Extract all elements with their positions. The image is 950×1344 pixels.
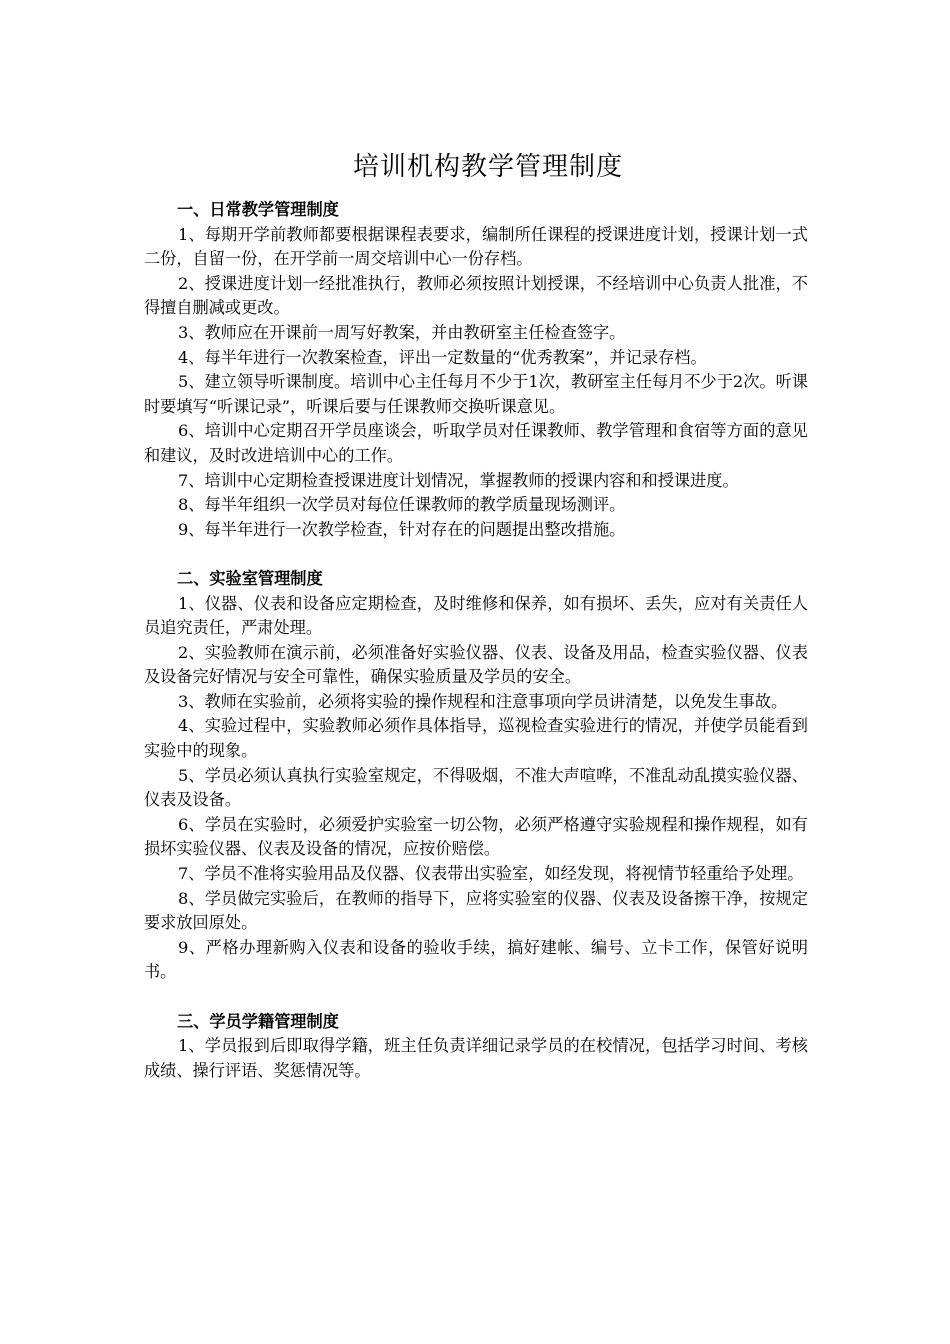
paragraph: 4、每半年进行一次教案检查，评出一定数量的“优秀教案”，并记录存档。: [178, 347, 707, 367]
document-title: 培训机构教学管理制度: [352, 152, 623, 183]
paragraph: 8、学员做完实验后，在教师的指导下，应将实验室的仪器、仪表及设备擦干净，按规定要求放回原处。: [144, 888, 808, 933]
section-heading: 一、日常教学管理制度: [177, 200, 339, 219]
section-heading: 三、学员学籍管理制度: [177, 1011, 339, 1031]
paragraph: 4、实验过程中，实验教师必须作具体指导，巡视检查实验进行的情况，并使学员能看到实验中的现象。: [144, 716, 808, 761]
paragraph: 6、学员在实验时，必须爱护实验室一切公物，必须严格遵守实验规程和操作规程，如有损坏实验仪器、仪表及设备的情况，应按价赔偿。: [144, 814, 808, 859]
paragraph: 1、每期开学前教师都要根据课程表要求，编制所任课程的授课进度计划，授课计划一式二份，自留一份，在开学前一周交培训中心一份存档。: [144, 224, 808, 269]
paragraph: 5、学员必须认真执行实验室规定，不得吸烟，不准大声喧哗，不准乱动乱摸实验仪器、仪表及设备。: [144, 765, 808, 810]
section-daily-teaching: [144, 198, 808, 542]
paragraph: 9、严格办理新购入仪表和设备的验收手续，搞好建帐、编号、立卡工作，保管好说明书。: [144, 937, 808, 982]
paragraph: 3、教师应在开课前一周写好教案，并由教研室主任检查签字。: [178, 322, 626, 342]
paragraph: 6、培训中心定期召开学员座谈会，听取学员对任课教师、教学管理和食宿等方面的意见和建议，及时改进培训中心的工作。: [144, 421, 808, 465]
paragraph: 7、培训中心定期检查授课进度计划情况，掌握教师的授课内容和和授课进度。: [178, 470, 739, 490]
section-heading: 二、实验室管理制度: [177, 568, 323, 588]
paragraph: 3、教师在实验前，必须将实验的操作规程和注意事项向学员讲清楚，以免发生事故。: [178, 691, 788, 711]
paragraph: 1、仪器、仪表和设备应定期检查，及时维修和保养，如有损坏、丢失，应对有关责任人员追究责任，严肃处理。: [144, 593, 808, 638]
paragraph: 7、学员不准将实验用品及仪器、仪表带出实验室，如经发现，将视情节轻重给予处理。: [178, 864, 804, 884]
section-laboratory: [144, 567, 808, 985]
paragraph: 2、实验教师在演示前，必须准备好实验仪器、仪表、设备及用品，检查实验仪器、仪表及设备完好情况与安全可靠性，确保实验质量及学员的安全。: [144, 642, 808, 687]
paragraph: 1、学员报到后即取得学籍，班主任负责详细记录学员的在校情况，包括学习时间、考核成绩、操行评语、奖惩情况等。: [144, 1036, 808, 1080]
paragraph: 9、每半年进行一次教学检查，针对存在的问题提出整改措施。: [178, 519, 626, 539]
paragraph: 2、授课进度计划一经批准执行，教师必须按照计划授课，不经培训中心负责人批准，不得擅自删减或更改。: [144, 273, 808, 318]
paragraph: 8、每半年组织一次学员对每位任课教师的教学质量现场测评。: [178, 495, 626, 515]
section-student-records: [144, 1010, 808, 1084]
paragraph: 5、建立领导听课制度。培训中心主任每月不少于1次，教研室主任每月不少于2次。听课时要填写“听课记录”，听课后要与任课教师交换听课意见。: [144, 372, 808, 416]
document-body: [144, 198, 808, 1083]
